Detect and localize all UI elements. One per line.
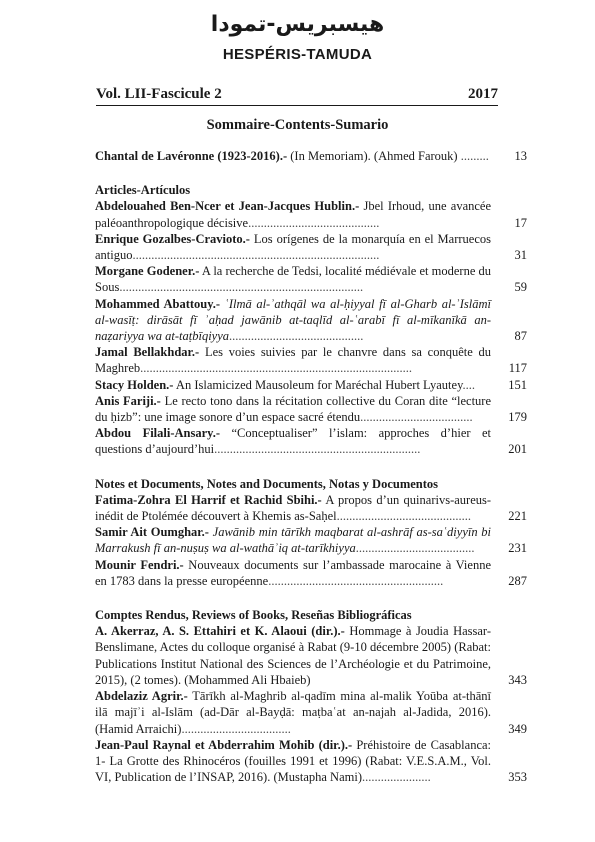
entry-title: An Islamicized Mausoleum for Maréchal Hubert Lyautey [175,377,463,392]
toc-entry [95,737,527,786]
memoriam-entry [95,148,527,164]
journal-logo-latin: HESPÉRIS-TAMUDA [222,46,373,63]
section-heading-articles: Articles-Artículos [95,183,191,198]
entry-title: (In Memoriam). (Ahmed Farouk) [290,149,458,163]
entry-title: Hommage à Joudia Hassar-Benslimane, Actes du colloque organisé à Rabat (9-10 décembre 2005) (Rabat: Publications Institut National des Sciences de l’Archéologie et du Patrimoine, 2015), (2 tomes). (Mohammed Ali Hbaieb) [95,624,492,687]
journal-logo-arabic: هيسبريس-تمودا [210,12,385,37]
entry-author: Mounir Fendri.- [95,557,184,572]
leader-dots: .................................... [360,410,473,425]
entry-title: Jbel Irhoud, une avancée paléoanthropologique décisive [95,199,492,230]
toc-entry [95,425,527,457]
toc-entry [95,198,527,230]
leader-dots: .................................................................. [214,442,421,457]
section-heading-notes: Notes et Documents, Notes and Documents, Notas y Documentos [95,476,439,491]
toc-entry [95,296,527,345]
entry-author: Samir Ait Oumghar.- [95,525,209,540]
toc-entry [95,263,527,295]
table-of-contents [95,148,527,785]
toc-entry [95,393,527,425]
leader-dots: ...................... [361,770,431,785]
entry-title: Los orígenes de la monarquía en el Marruecos antiguo [95,231,492,263]
entry-author: Abdou Filali-Ansary.- [95,426,220,441]
entry-page: 221 [508,509,527,524]
entry-title: Tārīkh al-Maghrib al-qadīm mina al-malik Yoūba at-thānī ilā majīʾi al-Islām (ad-Dār al-Bayḍā: maṭbaʿat an-najah al-Jadida, 2016). (Hamid Arraichi) [95,689,491,736]
entry-page: 353 [508,770,527,785]
contents-title: Sommaire-Contents-Sumario [206,117,389,133]
toc-entry [95,344,527,376]
leader-dots: ............................................................................... [132,248,380,263]
entry-page: 343 [508,672,527,687]
toc-entry [95,524,527,556]
leader-dots: ......... [460,149,489,163]
entry-page: 87 [514,329,527,344]
leader-dots: .............................................................................. [119,280,364,295]
entry-page: 59 [514,280,527,295]
entry-author: Chantal de Lavéronne (1923-2016).- [95,149,288,163]
leader-dots: ........................................... [336,509,471,524]
entry-page: 287 [508,573,527,588]
toc-entry [95,557,527,589]
entry-page: 349 [508,721,527,736]
entry-title: Préhistoire de Casablanca: 1- La Grotte des Rhinocéros (fouilles 1991 et 1996) (Rabat: V.E.S.A.M., Vol. VI, Publication de l’INSAP, 2016). (Mustapha Nami) [95,737,492,785]
entry-author: Anis Fariji.- [95,393,161,408]
toc-entry [95,231,527,263]
entry-author: Abdelaziz Agrir.- [95,689,188,704]
entry-author: Fatima-Zohra El Harrif et Rachid Sbihi.- [95,492,322,507]
entry-page: 117 [508,361,527,376]
volume-label: Vol. LII-Fascicule 2 [96,86,222,102]
entry-title: Nouveaux documents sur l’ambassade marocaine à Vienne en 1783 dans la presse européenne [95,557,492,588]
entry-author: A. Akerraz, A. S. Ettahiri et K. Alaoui (dir.).- [95,624,345,639]
entry-title: A propos d’un quinarivs-aureus- inédit de Ptolémée découvert à Khemis as-Saḥel [95,492,492,524]
leader-dots: ....................................................................................... [140,361,412,376]
entry-page: 13 [514,149,527,163]
entry-page: 151 [508,377,527,392]
entry-page: 231 [508,541,527,556]
leader-dots: ........................................................ [268,573,444,588]
entry-page: 179 [508,410,527,425]
entry-page: 17 [514,215,527,230]
entry-author: Jamal Bellakhdar.- [95,345,200,360]
leader-dots: ...................................... [355,541,475,556]
entry-author: Stacy Holden.- [95,377,174,392]
entry-title: “Conceptualiser” l’islam: approches d’hier et questions d’aujourd’hui [95,426,491,457]
leader-dots: .... [462,377,476,392]
leader-dots: ........................................... [229,329,364,344]
entry-title: ʿIlmā al-ʾathqāl wa al-ḥiyyal fī al-Gharb al-ʾIslāmī al-wasīṭ: dirāsāt fī ʾaḥad jawānib at-taqlīd al-ʿarabī fī al-mīkanīkā an-naẓariyya wa at-taṭbīqiyya [95,296,492,344]
toc-entry [95,688,527,737]
entry-title: Jawānib min tārīkh maqbarat al-ashrāf as-saʿdiyyīn bi Marrakush fī an-nuṣuṣ wa al-wathāʾiq at-tarīkhiyya [95,525,491,556]
entry-author: Jean-Paul Raynal et Abderrahim Mohib (dir.).- [95,737,353,752]
volume-line [96,86,498,106]
entry-author: Morgane Godener.- [95,264,200,279]
leader-dots: .......................................... [248,215,380,230]
entry-title: Les voies suivies par le chanvre dans sa conquête du Maghreb [95,345,492,376]
entry-title: Le recto tono dans la récitation collective du Coran dite “lecture du ḥizb”: une image sonore d’un espace sacré étendu [95,393,492,425]
entry-author: Enrique Gozalbes-Cravioto.- [95,231,250,246]
toc-entry [95,377,527,393]
entry-author: Mohammed Abattouy.- [95,296,221,311]
section-heading-reviews: Comptes Rendus, Reviews of Books, Reseñas Bibliográficas [95,608,412,623]
toc-entry [95,492,527,524]
leader-dots: ................................... [181,721,291,736]
entry-title: A la recherche de Tedsi, localité médiévale et moderne du Sous [95,264,492,295]
entry-page: 31 [514,248,527,263]
entry-page: 201 [508,442,527,457]
toc-entry [95,623,527,688]
year-label: 2017 [468,86,498,102]
entry-author: Abdelouahed Ben-Ncer et Jean-Jacques Hublin.- [95,199,360,214]
